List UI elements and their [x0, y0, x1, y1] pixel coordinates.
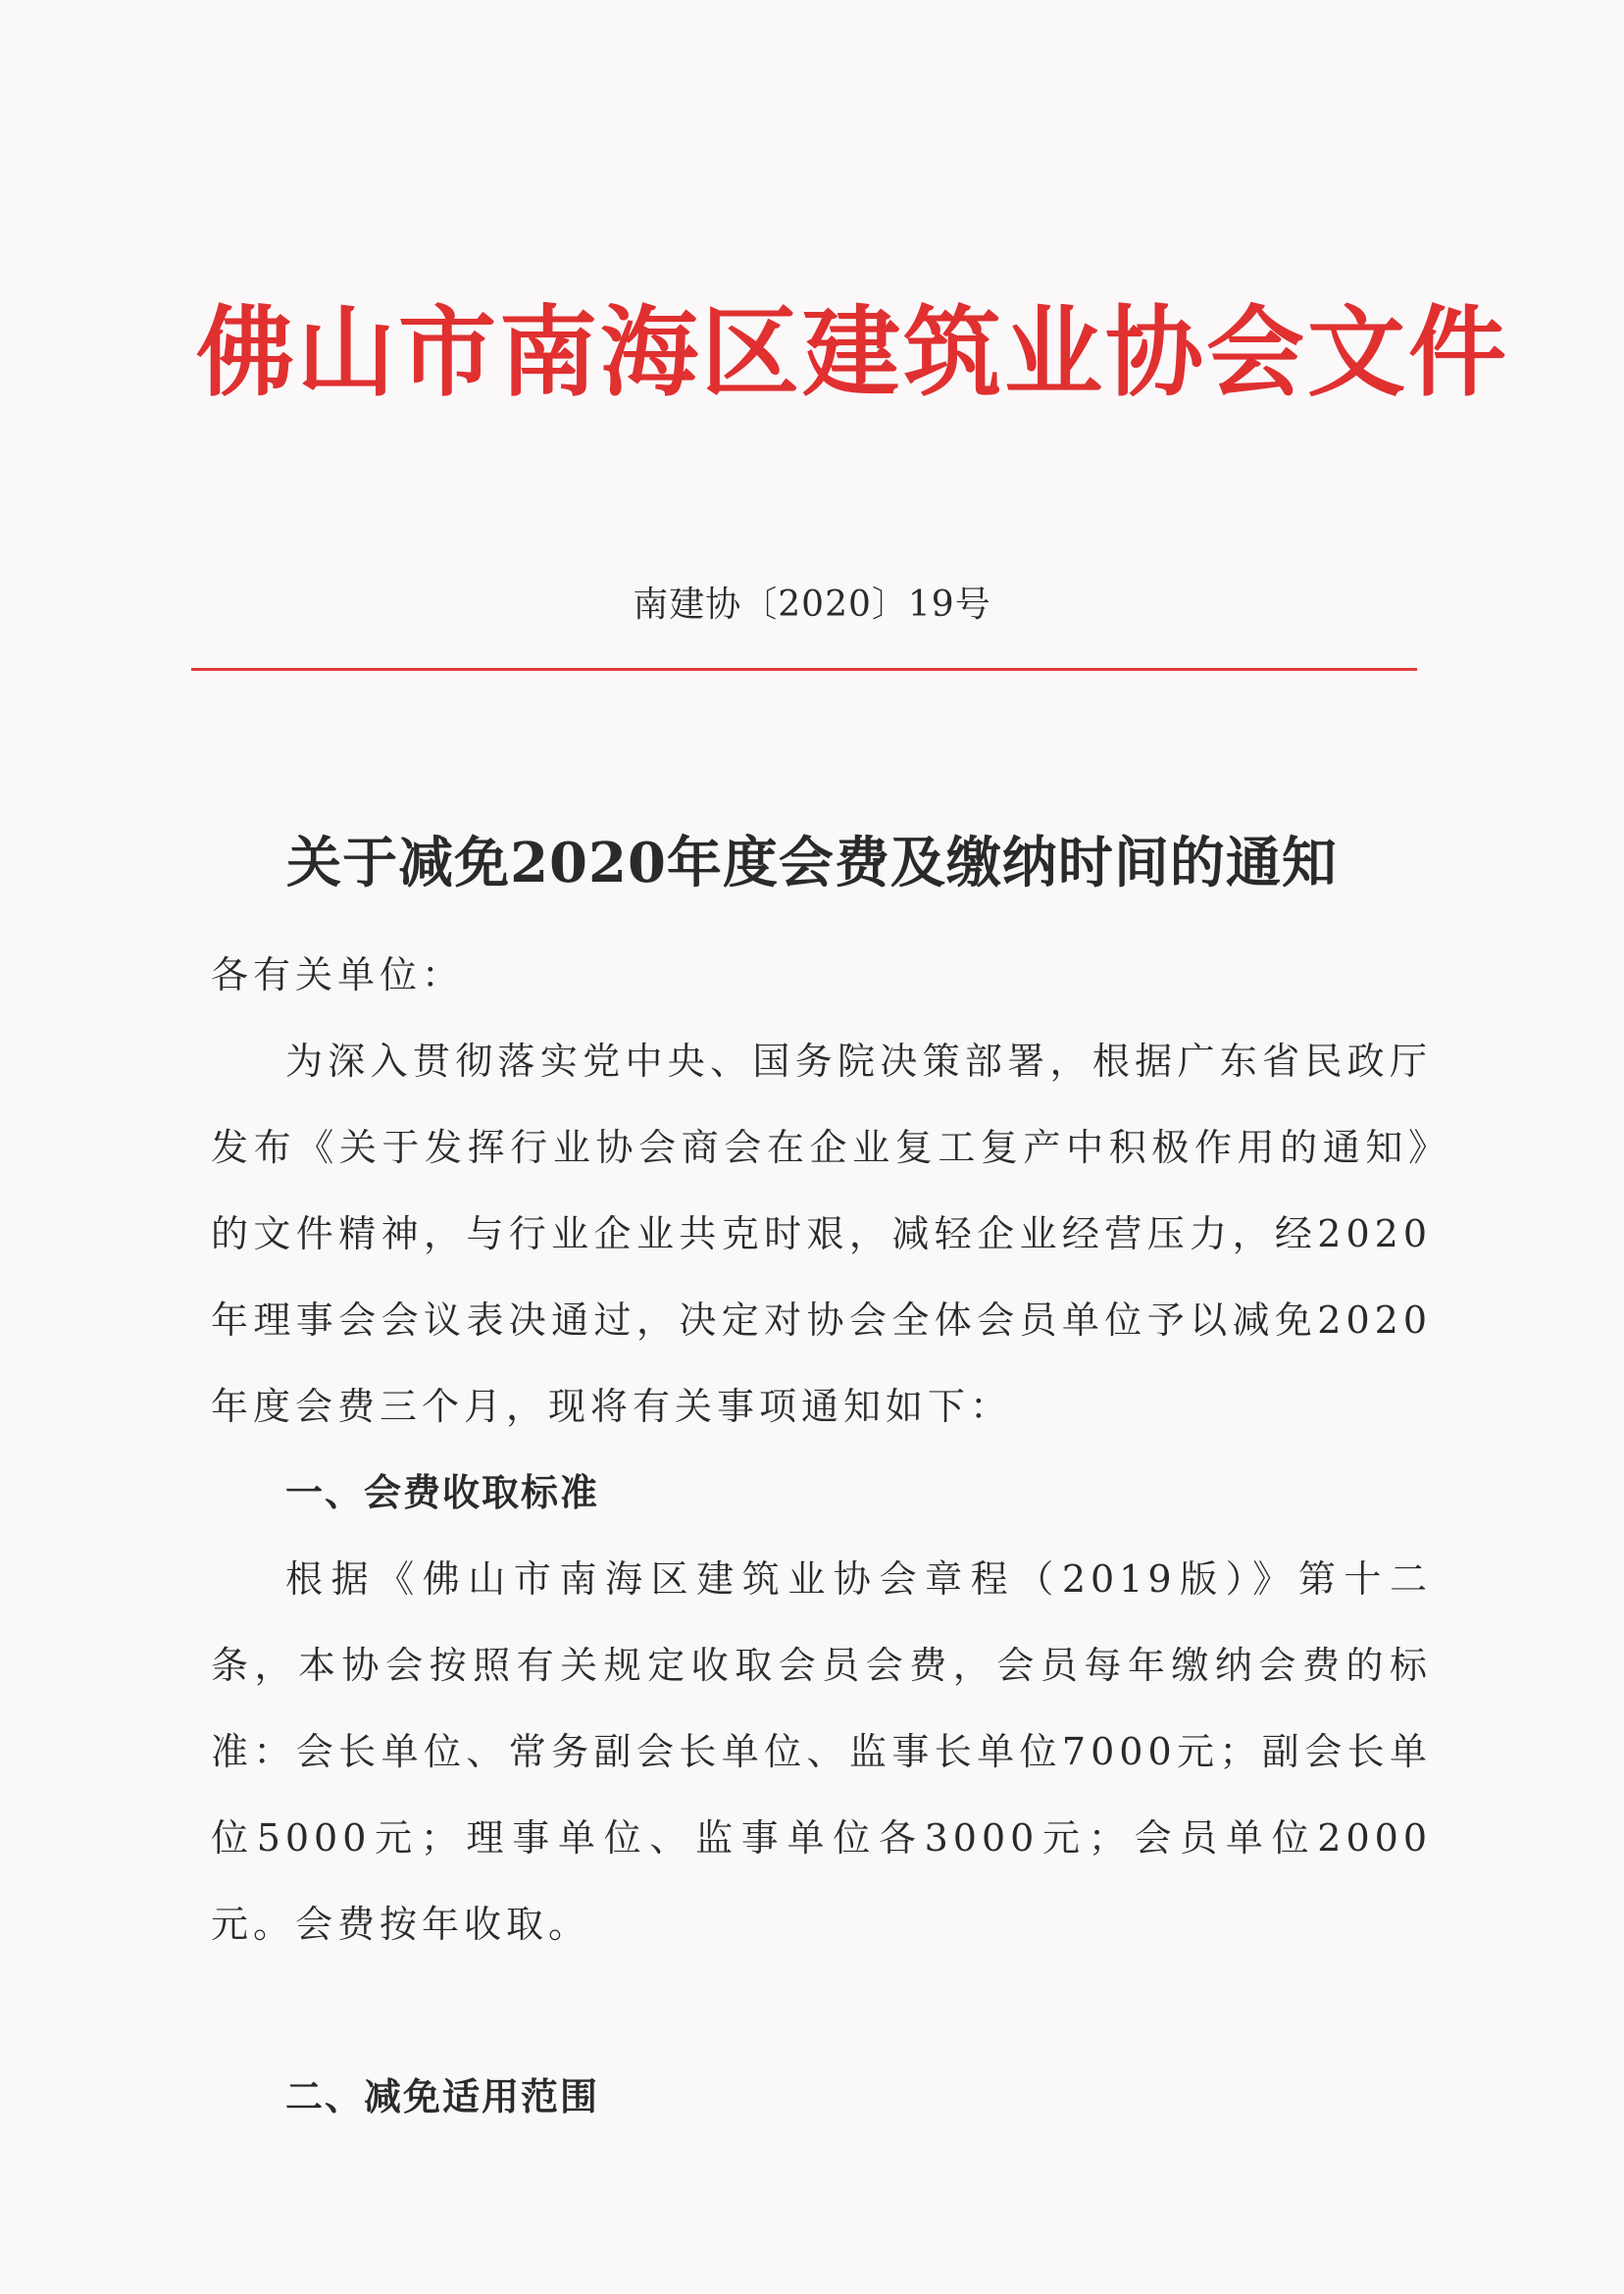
section-heading-1: 一、会费收取标准 — [285, 1471, 600, 1514]
section-heading-2: 二、减免适用范围 — [285, 2075, 600, 2118]
intro-paragraph: 为深入贯彻落实党中央、国务院决策部署，根据广东省民政厅发布《关于发挥行业协会商会在企业复工复产中积极作用的通知》的文件精神，与行业企业共克时艰，减轻企业经营压力，经2020年理事会会议表决通过，决定对协会全体会员单位予以减免2020年度会费三个月，现将有关事项通知如下： — [211, 1040, 1432, 1428]
notice-body — [211, 932, 1432, 2140]
red-divider-line — [191, 668, 1417, 671]
section-spacer — [211, 1967, 1432, 2054]
notice-title: 关于减免2020年度会费及缴纳时间的通知 — [286, 831, 1338, 895]
salutation: 各有关单位： — [211, 953, 465, 996]
fee-standard-paragraph: 根据《佛山市南海区建筑业协会章程（2019版）》第十二条，本协会按照有关规定收取会员会费，会员每年缴纳会费的标准：会长单位、常务副会长单位、监事长单位7000元；副会长单位5000元；理事单位、监事单位各3000元；会员单位2000元。会费按年收取。 — [211, 1557, 1432, 1946]
masthead-title: 佛山市南海区建筑业协会文件 — [196, 295, 1509, 410]
document-number: 南建协〔2020〕19号 — [633, 585, 991, 625]
